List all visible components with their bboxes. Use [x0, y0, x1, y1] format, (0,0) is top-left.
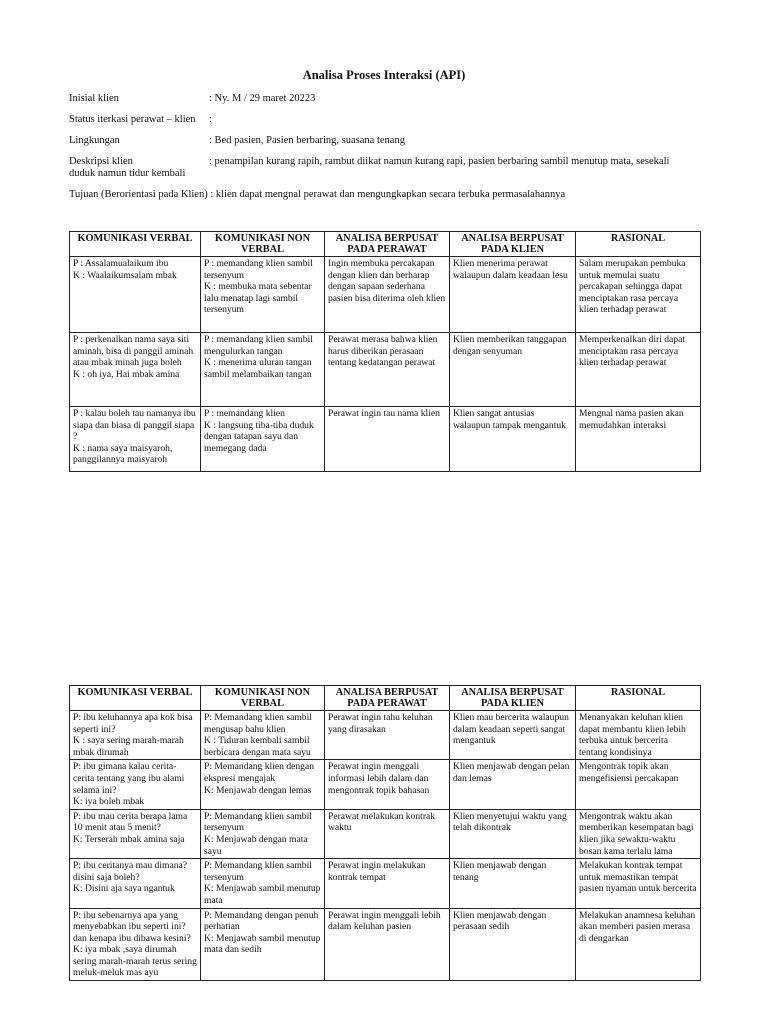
cell-client-analysis: Klien sangat antusias walaupun tampak mengantuk: [450, 407, 576, 472]
cell-nonverbal: P : memandang klien K : langsung tiba-tiba duduk dengan tatapan sayu dan memegang dada: [201, 407, 325, 472]
cell-nonverbal: P : memandang klien sambil mengulurkan tangan K : menerima uluran tangan sambil melambaikan tangan: [201, 333, 325, 407]
cell-nonverbal: P : memandang klien sambil tersenyum K : membuka mata sebentar lalu menatap lagi sambil tersenyum: [201, 257, 325, 333]
cell-client-analysis: Klien menjawab dengan tenang: [450, 859, 576, 908]
cell-verbal: P : kalau boleh tau namanya ibu siapa dan biasa di panggil siapa ? K : nama saya maisyaroh, panggilannya maisyaroh: [70, 407, 201, 472]
info-value: : Bed pasien, Pasien berbaring, suasana tenang: [209, 135, 405, 146]
info-value: : Ny. M / 29 maret 20223: [209, 93, 316, 104]
table-row: [70, 711, 701, 760]
info-continuation: duduk namun tidur kembali: [69, 168, 186, 179]
header-nonverbal: KOMUNIKASI NON VERBAL: [201, 686, 325, 711]
info-value: : penampilan kurang rapih, rambut diikat namun kurang rapi, pasien berbaring sambil menutup mata, sesekali: [209, 156, 670, 167]
cell-nurse-analysis: Perawat ingin melakukan kontrak tempat: [325, 859, 450, 908]
cell-verbal: P: ibu gimana kalau cerita-cerita tentang yang ibu alami selama ini? K: iya boleh mbak: [70, 760, 201, 809]
cell-rationale: Mengnal nama pasien akan memudahkan interaksi: [576, 407, 701, 472]
info-label: Inisial klien: [69, 93, 119, 104]
header-client-analysis: ANALISA BERPUSAT PADA KLIEN: [450, 232, 576, 257]
cell-rationale: Menanyakan keluhan klien dapat membantu klien lebih terbuka untuk bercerita tentang kondisinya: [576, 711, 701, 760]
info-label: Deskripsi klien: [69, 156, 133, 167]
cell-verbal: P : Assalamualaikum ibu K : Waalaikumsalam mbak: [70, 257, 201, 333]
table-row: [70, 257, 701, 333]
table-row: [70, 859, 701, 908]
cell-verbal: P: ibu mau cerita berapa lama 10 menit atau 5 menit? K: Terserah mbak amina saja: [70, 809, 201, 858]
cell-client-analysis: Klien menerima perawat walaupun dalam keadaan lesu: [450, 257, 576, 333]
interaction-table-1: [69, 231, 701, 472]
table-row: [70, 760, 701, 809]
cell-nonverbal: P: Memandang klien sambil mengusap bahu klien K : Tiduran kembali sambil berbicara dengan mata sayu: [201, 711, 325, 760]
table-row: [70, 407, 701, 472]
cell-verbal: P : perkenalkan nama saya siti aminah, bisa di panggil aminah atau mbak minah juga boleh K : oh iya, Hai mbak amina: [70, 333, 201, 407]
cell-nurse-analysis: Perawat ingin tau nama klien: [325, 407, 450, 472]
cell-rationale: Melakukan anamnesa keluhan akan memberi pasien merasa di dengarkan: [576, 908, 701, 981]
page-title: Analisa Proses Interaksi (API): [302, 68, 466, 82]
goal-text: Tujuan (Berorientasi pada Klien) : klien dapat mengnal perawat dan mengungkapkan secara terbuka permasalahannya: [69, 189, 566, 200]
header-rationale: RASIONAL: [576, 686, 701, 711]
info-label: Status iterkasi perawat – klien: [69, 114, 196, 125]
cell-rationale: Melakukan kontrak tempat untuk memastikan tempat pasien nyaman untuk bercerita: [576, 859, 701, 908]
cell-nurse-analysis: Perawat ingin tahu keluhan yang dirasakan: [325, 711, 450, 760]
cell-nurse-analysis: Perawat ingin menggali informasi lebih dalam dan mengontrak topik bahasan: [325, 760, 450, 809]
cell-rationale: Mengontrak topik akan mengefisiensi percakapan: [576, 760, 701, 809]
info-value: :: [209, 114, 212, 125]
cell-client-analysis: Klien mau bercerita walaupun dalam keadaan seperti sangat mengantuk: [450, 711, 576, 760]
cell-nonverbal: P: Memandang klien sambil tersenyum K: Menjawab sambil menutup mata: [201, 859, 325, 908]
info-label: Lingkungan: [69, 135, 120, 146]
cell-nurse-analysis: Perawat merasa bahwa klien harus diberikan perasaan tentang kedatangan perawat: [325, 333, 450, 407]
cell-nurse-analysis: Perawat ingin menggali lebih dalam keluhan pasien: [325, 908, 450, 981]
cell-client-analysis: Klien menyetujui waktu yang telah dikontrak: [450, 809, 576, 858]
table-row: [70, 908, 701, 981]
cell-nurse-analysis: Ingin membuka percakapan dengan klien dan berharap dengan sapaan sederhana pasien bisa diterima oleh klien: [325, 257, 450, 333]
cell-rationale: Memperkenalkan diri dapat menciptakan rasa percaya klien terhadap perawat: [576, 333, 701, 407]
cell-nonverbal: P: Memandang dengan penuh perhatian K: Menjawab sambil menutup mata dan sedih: [201, 908, 325, 981]
cell-nonverbal: P: Memandang klien dengan ekspresi mengajak K: Menjawab dengan lemas: [201, 760, 325, 809]
cell-verbal: P: ibu sebenarnya apa yang menyebabkan ibu seperti ini?dan kenapa ibu dibawa kesini? K: iya mbak ,saya dirumah sering marah-marah terus sering meluk-meluk mas ayu: [70, 908, 201, 981]
cell-rationale: Salam merupakan pembuka untuk memulai suatu percakapan sehingga dapat menciptakan rasa percaya klien terhadap perawat: [576, 257, 701, 333]
cell-client-analysis: Klien memberikan tanggapan dengan senyuman: [450, 333, 576, 407]
table-header-row: [70, 686, 701, 711]
table-row: [70, 809, 701, 858]
header-nurse-analysis: ANALISA BERPUSAT PADA PERAWAT: [325, 686, 450, 711]
header-nonverbal: KOMUNIKASI NON VERBAL: [201, 232, 325, 257]
cell-verbal: P: ibu ceritanya mau dimana?disini saja boleh? K: Disini aja saya ngantuk: [70, 859, 201, 908]
cell-client-analysis: Klien menjawab dengan pelan dan lemas: [450, 760, 576, 809]
header-nurse-analysis: ANALISA BERPUSAT PADA PERAWAT: [325, 232, 450, 257]
cell-nonverbal: P: Memandang klien sambil tersenyum K: Menjawab dengan mata sayu: [201, 809, 325, 858]
table-row: [70, 333, 701, 407]
cell-verbal: P: ibu keluhannya apa kok bisa seperti ini? K : saya sering marah-marah mbak dirumah: [70, 711, 201, 760]
cell-client-analysis: Klien menjawab dengan perasaan sedih: [450, 908, 576, 981]
cell-nurse-analysis: Perawat melakukan kontrak waktu: [325, 809, 450, 858]
header-verbal: KOMUNIKASI VERBAL: [70, 686, 201, 711]
header-verbal: KOMUNIKASI VERBAL: [70, 232, 201, 257]
header-rationale: RASIONAL: [576, 232, 701, 257]
header-client-analysis: ANALISA BERPUSAT PADA KLIEN: [450, 686, 576, 711]
cell-rationale: Mengontrak waktu akan memberikan kesempatan bagi klien jika sewaktu-waktu bosan kama terlalu lama: [576, 809, 701, 858]
table-header-row: [70, 232, 701, 257]
interaction-table-2: [69, 685, 701, 981]
